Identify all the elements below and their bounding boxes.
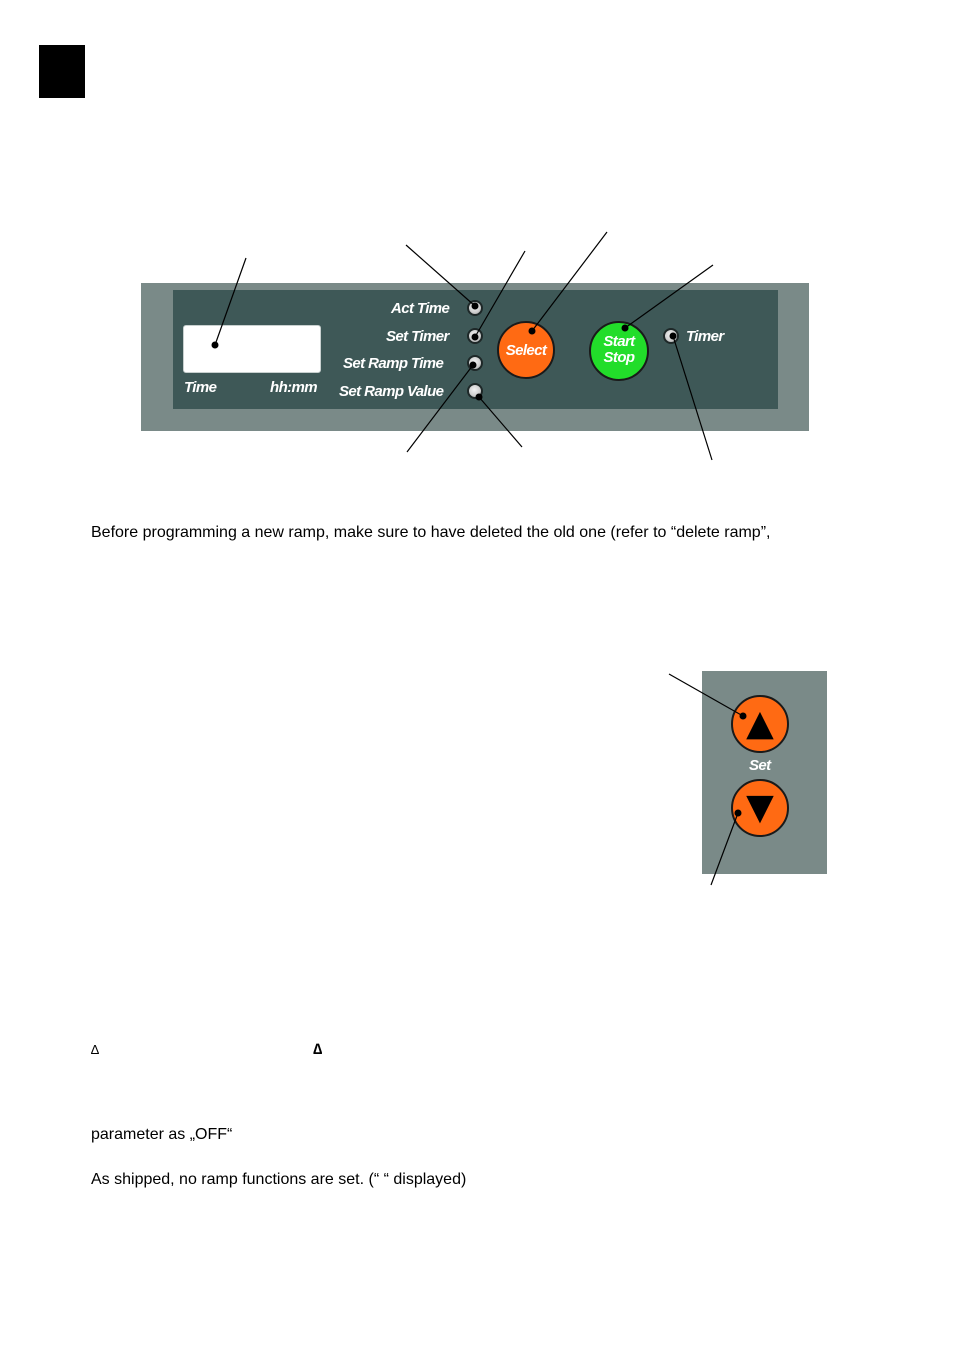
indicator-label-set-ramp-time: Set Ramp Time bbox=[343, 355, 444, 372]
arrow-up-icon: ▲ bbox=[746, 703, 774, 744]
leader-set-ramp-value bbox=[479, 397, 522, 447]
delta-symbol-1: ∆ bbox=[91, 1042, 99, 1057]
intro-paragraph: Before programming a new ramp, make sure to have deleted the old one (refer to “delete ramp”, bbox=[91, 524, 771, 541]
leader-set-ramp-time bbox=[407, 365, 473, 452]
indicator-label-set-ramp-value: Set Ramp Value bbox=[339, 383, 444, 400]
as-shipped-text: As shipped, no ramp functions are set. (“ “ displayed) bbox=[91, 1171, 467, 1188]
leader-display bbox=[215, 258, 246, 345]
leader-start-stop bbox=[625, 265, 713, 328]
leader-set-up bbox=[669, 674, 743, 716]
delta-symbol-2: ∆ bbox=[313, 1041, 323, 1058]
off-parameter-text: parameter as „OFF“ bbox=[91, 1126, 233, 1143]
select-button-label: Select bbox=[505, 342, 547, 359]
start-label: Start bbox=[603, 333, 635, 350]
display-label-format: hh:mm bbox=[270, 379, 317, 396]
arrow-down-icon: ▼ bbox=[746, 787, 774, 828]
timer-label: Timer bbox=[686, 328, 724, 345]
leader-set-timer bbox=[475, 251, 525, 337]
indicator-label-act-time: Act Time bbox=[391, 300, 450, 317]
set-label: Set bbox=[749, 757, 771, 774]
stop-label: Stop bbox=[603, 349, 635, 366]
leader-act-time bbox=[406, 245, 475, 306]
leader-select bbox=[532, 232, 607, 331]
display-label-time: Time bbox=[184, 379, 217, 396]
leader-set-down bbox=[711, 813, 738, 885]
leader-timer bbox=[673, 336, 712, 460]
indicator-label-set-timer: Set Timer bbox=[386, 328, 449, 345]
